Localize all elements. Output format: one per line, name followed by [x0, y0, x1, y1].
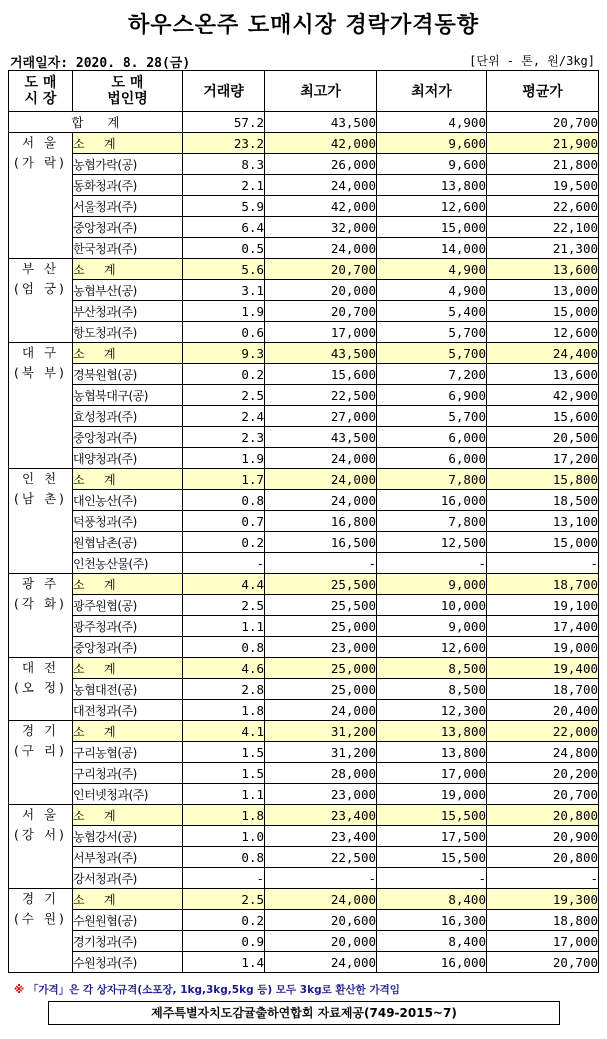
table-row [9, 532, 599, 553]
volume-cell: 9.3 [183, 343, 265, 364]
market-name: 서 울 [21, 807, 60, 822]
table-row [9, 322, 599, 343]
header-row [9, 71, 599, 112]
volume-cell: 1.5 [183, 742, 265, 763]
volume-cell: 4.4 [183, 574, 265, 595]
min-price-cell: 12,500 [377, 532, 487, 553]
market-district: (엄 궁) [14, 281, 67, 296]
footnote [14, 982, 400, 997]
min-price-cell: - [377, 868, 487, 889]
volume-cell: 4.6 [183, 658, 265, 679]
min-price-cell: 10,000 [377, 595, 487, 616]
volume-cell: 1.8 [183, 700, 265, 721]
avg-price-cell: 18,700 [487, 574, 599, 595]
market-name: 부 산 [21, 261, 60, 276]
max-price-cell: 42,000 [265, 133, 377, 154]
min-price-cell: 8,500 [377, 658, 487, 679]
volume-cell: 1.5 [183, 763, 265, 784]
volume-cell: 1.7 [183, 469, 265, 490]
header-avg: 평균가 [487, 71, 599, 112]
min-price-cell: 12,600 [377, 196, 487, 217]
market-cell [9, 343, 73, 469]
table-row [9, 616, 599, 637]
min-price-cell: 7,200 [377, 364, 487, 385]
table-row [9, 868, 599, 889]
avg-price-cell: 22,100 [487, 217, 599, 238]
max-price-cell: 20,700 [265, 301, 377, 322]
corp-name: 수원원협(공) [73, 910, 183, 931]
min-price-cell: 13,800 [377, 175, 487, 196]
avg-price-cell: 18,800 [487, 910, 599, 931]
max-price-cell: 22,500 [265, 385, 377, 406]
max-price-cell: 24,000 [265, 952, 377, 973]
market-cell [9, 805, 73, 889]
volume-cell: 1.9 [183, 448, 265, 469]
market-cell [9, 469, 73, 574]
min-price-cell: 13,800 [377, 742, 487, 763]
corp-name: 소 계 [73, 574, 183, 595]
corp-name: 경기청과(주) [73, 931, 183, 952]
volume-cell: 1.0 [183, 826, 265, 847]
avg-price-cell: - [487, 868, 599, 889]
avg-price-cell: - [487, 553, 599, 574]
header-market: 도 매 시 장 [9, 71, 73, 112]
table-row [9, 637, 599, 658]
avg-price-cell: 20,500 [487, 427, 599, 448]
avg-price-cell: 18,700 [487, 679, 599, 700]
volume-cell: 1.1 [183, 784, 265, 805]
max-price-cell: 24,000 [265, 238, 377, 259]
market-district: (가 락) [14, 155, 67, 170]
corp-name: 인천농산물(주) [73, 553, 183, 574]
min-price-cell: 9,600 [377, 154, 487, 175]
avg-price-cell: 17,200 [487, 448, 599, 469]
max-price-cell: - [265, 868, 377, 889]
max-price-cell: 20,700 [265, 259, 377, 280]
volume-cell: 0.8 [183, 490, 265, 511]
avg-price-cell: 20,700 [487, 952, 599, 973]
max-price-cell: 23,400 [265, 805, 377, 826]
min-price-cell: 17,000 [377, 763, 487, 784]
unit-label: [단위 - 톤, 원/3kg] [469, 54, 595, 68]
volume-cell: 3.1 [183, 280, 265, 301]
header-min: 최저가 [377, 71, 487, 112]
max-price-cell: 23,000 [265, 637, 377, 658]
market-district: (구 리) [14, 743, 67, 758]
min-price-cell: 8,400 [377, 889, 487, 910]
max-price-cell: 23,400 [265, 826, 377, 847]
table-row [9, 952, 599, 973]
market-cell [9, 574, 73, 658]
max-price-cell: 43,500 [265, 427, 377, 448]
max-price-cell: 25,500 [265, 595, 377, 616]
corp-name: 인터넷청과(주) [73, 784, 183, 805]
min-price-cell: 12,300 [377, 700, 487, 721]
volume-cell: 0.2 [183, 532, 265, 553]
corp-name: 서울청과(주) [73, 196, 183, 217]
volume-cell: 2.5 [183, 889, 265, 910]
table-row [9, 679, 599, 700]
table-row [9, 742, 599, 763]
header-corp: 도 매 법인명 [73, 71, 183, 112]
corp-name: 경북원협(공) [73, 364, 183, 385]
volume-cell: 2.5 [183, 595, 265, 616]
min-price-cell: 16,000 [377, 490, 487, 511]
corp-name: 농협대전(공) [73, 679, 183, 700]
avg-price-cell: 13,600 [487, 259, 599, 280]
note-mark: ※ [14, 984, 25, 996]
market-name: 대 전 [21, 660, 60, 675]
header-volume: 거래량 [183, 71, 265, 112]
max-price-cell: 27,000 [265, 406, 377, 427]
max-price-cell: 24,000 [265, 469, 377, 490]
volume-cell: 4.1 [183, 721, 265, 742]
corp-name: 덕풍청과(주) [73, 511, 183, 532]
volume-cell: 2.5 [183, 385, 265, 406]
max-price-cell: 22,500 [265, 847, 377, 868]
min-price-cell: 6,000 [377, 448, 487, 469]
volume-cell: 1.4 [183, 952, 265, 973]
min-price-cell: 16,300 [377, 910, 487, 931]
avg-price-cell: 15,000 [487, 301, 599, 322]
max-price-cell: 42,000 [265, 196, 377, 217]
market-cell [9, 721, 73, 805]
min-price-cell: 16,000 [377, 952, 487, 973]
table-row [9, 238, 599, 259]
avg-price-cell: 19,500 [487, 175, 599, 196]
avg-price-cell: 17,000 [487, 931, 599, 952]
avg-price-cell: 20,900 [487, 826, 599, 847]
volume-cell: 8.3 [183, 154, 265, 175]
table-row [9, 847, 599, 868]
corp-name: 효성청과(주) [73, 406, 183, 427]
min-price-cell: 9,600 [377, 133, 487, 154]
min-price-cell: 15,500 [377, 847, 487, 868]
max-price-cell: 15,600 [265, 364, 377, 385]
volume-cell: 5.9 [183, 196, 265, 217]
table-row [9, 406, 599, 427]
subtotal-row [9, 259, 599, 280]
table-row [9, 427, 599, 448]
min-price-cell: 8,400 [377, 931, 487, 952]
table-row [9, 763, 599, 784]
table-row [9, 595, 599, 616]
corp-name: 소 계 [73, 805, 183, 826]
corp-name: 중앙청과(주) [73, 217, 183, 238]
corp-name: 소 계 [73, 721, 183, 742]
max-price-cell: 20,000 [265, 280, 377, 301]
market-district: (강 서) [14, 827, 67, 842]
corp-name: 소 계 [73, 889, 183, 910]
avg-price-cell: 21,300 [487, 238, 599, 259]
source-box: 제주특별자치도감귤출하연합회 자료제공(749-2015~7) [48, 1001, 560, 1025]
max-price-cell: 25,000 [265, 679, 377, 700]
corp-name: 부산청과(주) [73, 301, 183, 322]
total-label: 합 계 [9, 112, 183, 133]
corp-name: 항도청과(주) [73, 322, 183, 343]
subtotal-row [9, 469, 599, 490]
table-row [9, 931, 599, 952]
market-name: 경 기 [21, 723, 60, 738]
table-row [9, 280, 599, 301]
corp-name: 소 계 [73, 469, 183, 490]
table-row [9, 490, 599, 511]
volume-cell: 0.8 [183, 637, 265, 658]
corp-name: 수원청과(주) [73, 952, 183, 973]
max-price-cell: 24,000 [265, 490, 377, 511]
market-cell [9, 133, 73, 259]
avg-price-cell: 20,400 [487, 700, 599, 721]
market-name: 서 울 [21, 135, 60, 150]
volume-cell: 0.6 [183, 322, 265, 343]
min-price-cell: 14,000 [377, 238, 487, 259]
market-name: 인 천 [21, 471, 60, 486]
corp-name: 광주원협(공) [73, 595, 183, 616]
market-district: (남 촌) [14, 491, 67, 506]
min-price-cell: 5,700 [377, 406, 487, 427]
avg-price-cell: 24,800 [487, 742, 599, 763]
max-price-cell: 20,000 [265, 931, 377, 952]
volume-cell: 0.2 [183, 364, 265, 385]
avg-price-cell: 19,100 [487, 595, 599, 616]
volume-cell: 1.1 [183, 616, 265, 637]
min-price-cell: 17,500 [377, 826, 487, 847]
trade-date: 거래일자: 2020. 8. 28(금) [10, 56, 191, 71]
max-price-cell: 24,000 [265, 175, 377, 196]
volume-cell: 0.7 [183, 511, 265, 532]
avg-price-cell: 13,000 [487, 280, 599, 301]
volume-cell: - [183, 553, 265, 574]
corp-name: 대인농산(주) [73, 490, 183, 511]
avg-price-cell: 24,400 [487, 343, 599, 364]
market-name: 경 기 [21, 891, 60, 906]
max-price-cell: 17,000 [265, 322, 377, 343]
volume-cell: 0.2 [183, 910, 265, 931]
table-row [9, 175, 599, 196]
volume-cell: 2.8 [183, 679, 265, 700]
max-price-cell: 24,000 [265, 889, 377, 910]
table-row [9, 511, 599, 532]
min-price-cell: 5,700 [377, 322, 487, 343]
subtotal-row [9, 658, 599, 679]
avg-price-cell: 12,600 [487, 322, 599, 343]
volume-cell: 1.8 [183, 805, 265, 826]
corp-name: 대양청과(주) [73, 448, 183, 469]
avg-price-cell: 22,000 [487, 721, 599, 742]
volume-cell: - [183, 868, 265, 889]
market-district: (각 화) [14, 596, 67, 611]
max-price-cell: 25,000 [265, 658, 377, 679]
table-row [9, 448, 599, 469]
corp-name: 한국청과(주) [73, 238, 183, 259]
corp-name: 소 계 [73, 343, 183, 364]
volume-cell: 2.1 [183, 175, 265, 196]
avg-price-cell: 21,900 [487, 133, 599, 154]
min-price-cell: 7,800 [377, 511, 487, 532]
corp-name: 농협강서(공) [73, 826, 183, 847]
table-row [9, 784, 599, 805]
total-row [9, 112, 599, 133]
subtotal-row [9, 805, 599, 826]
volume-cell: 2.4 [183, 406, 265, 427]
avg-price-cell: 20,800 [487, 847, 599, 868]
avg-price-cell: 15,800 [487, 469, 599, 490]
table-row [9, 154, 599, 175]
avg-price-cell: 13,600 [487, 364, 599, 385]
price-table [8, 70, 599, 973]
avg-price-cell: 21,800 [487, 154, 599, 175]
corp-name: 소 계 [73, 658, 183, 679]
min-price-cell: 5,400 [377, 301, 487, 322]
note-text: 「가격」은 각 상자규격(소포장, 1kg,3kg,5kg 등) 모두 3kg로 환산한 가격임 [27, 984, 400, 996]
subtotal-row [9, 574, 599, 595]
avg-price-cell: 17,400 [487, 616, 599, 637]
corp-name: 구리농협(공) [73, 742, 183, 763]
market-cell [9, 658, 73, 721]
total-avg: 20,700 [487, 112, 599, 133]
subtotal-row [9, 721, 599, 742]
table-row [9, 826, 599, 847]
corp-name: 농협부산(공) [73, 280, 183, 301]
max-price-cell: 16,500 [265, 532, 377, 553]
min-price-cell: 7,800 [377, 469, 487, 490]
corp-name: 강서청과(주) [73, 868, 183, 889]
volume-cell: 6.4 [183, 217, 265, 238]
min-price-cell: 15,500 [377, 805, 487, 826]
max-price-cell: 26,000 [265, 154, 377, 175]
avg-price-cell: 20,800 [487, 805, 599, 826]
market-district: (북 부) [14, 365, 67, 380]
volume-cell: 0.5 [183, 238, 265, 259]
avg-price-cell: 20,700 [487, 784, 599, 805]
volume-cell: 0.8 [183, 847, 265, 868]
table-row [9, 700, 599, 721]
corp-name: 소 계 [73, 133, 183, 154]
avg-price-cell: 20,200 [487, 763, 599, 784]
corp-name: 구리청과(주) [73, 763, 183, 784]
max-price-cell: 31,200 [265, 742, 377, 763]
header-max: 최고가 [265, 71, 377, 112]
subtotal-row [9, 343, 599, 364]
volume-cell: 2.3 [183, 427, 265, 448]
market-name: 대 구 [21, 345, 60, 360]
min-price-cell: 5,700 [377, 343, 487, 364]
max-price-cell: 24,000 [265, 448, 377, 469]
corp-name: 서부청과(주) [73, 847, 183, 868]
corp-name: 원협남촌(공) [73, 532, 183, 553]
table-row [9, 385, 599, 406]
min-price-cell: 6,000 [377, 427, 487, 448]
min-price-cell: 12,600 [377, 637, 487, 658]
avg-price-cell: 19,300 [487, 889, 599, 910]
max-price-cell: 25,500 [265, 574, 377, 595]
min-price-cell: 4,900 [377, 259, 487, 280]
corp-name: 대전청과(주) [73, 700, 183, 721]
market-cell [9, 889, 73, 973]
subtotal-row [9, 889, 599, 910]
max-price-cell: 16,800 [265, 511, 377, 532]
max-price-cell: 20,600 [265, 910, 377, 931]
max-price-cell: 24,000 [265, 700, 377, 721]
min-price-cell: 8,500 [377, 679, 487, 700]
total-min: 4,900 [377, 112, 487, 133]
max-price-cell: 23,000 [265, 784, 377, 805]
min-price-cell: 9,000 [377, 616, 487, 637]
table-row [9, 196, 599, 217]
market-district: (오 정) [14, 680, 67, 695]
min-price-cell: 4,900 [377, 280, 487, 301]
min-price-cell: 19,000 [377, 784, 487, 805]
max-price-cell: 31,200 [265, 721, 377, 742]
table-row [9, 364, 599, 385]
corp-name: 중앙청과(주) [73, 427, 183, 448]
min-price-cell: 9,000 [377, 574, 487, 595]
table-row [9, 910, 599, 931]
avg-price-cell: 19,400 [487, 658, 599, 679]
avg-price-cell: 13,100 [487, 511, 599, 532]
corp-name: 소 계 [73, 259, 183, 280]
table-row [9, 301, 599, 322]
corp-name: 광주청과(주) [73, 616, 183, 637]
total-volume: 57.2 [183, 112, 265, 133]
min-price-cell: 15,000 [377, 217, 487, 238]
volume-cell: 5.6 [183, 259, 265, 280]
total-max: 43,500 [265, 112, 377, 133]
avg-price-cell: 18,500 [487, 490, 599, 511]
market-cell [9, 259, 73, 343]
max-price-cell: 25,000 [265, 616, 377, 637]
table-row [9, 217, 599, 238]
min-price-cell: 6,900 [377, 385, 487, 406]
max-price-cell: 28,000 [265, 763, 377, 784]
max-price-cell: - [265, 553, 377, 574]
volume-cell: 23.2 [183, 133, 265, 154]
market-name: 광 주 [21, 576, 60, 591]
max-price-cell: 32,000 [265, 217, 377, 238]
table-row [9, 553, 599, 574]
subtotal-row [9, 133, 599, 154]
corp-name: 농협북대구(공) [73, 385, 183, 406]
avg-price-cell: 15,000 [487, 532, 599, 553]
market-district: (수 원) [14, 911, 67, 926]
volume-cell: 1.9 [183, 301, 265, 322]
volume-cell: 0.9 [183, 931, 265, 952]
avg-price-cell: 19,000 [487, 637, 599, 658]
max-price-cell: 43,500 [265, 343, 377, 364]
avg-price-cell: 22,600 [487, 196, 599, 217]
corp-name: 중앙청과(주) [73, 637, 183, 658]
min-price-cell: - [377, 553, 487, 574]
corp-name: 동화청과(주) [73, 175, 183, 196]
corp-name: 농협가락(공) [73, 154, 183, 175]
page-title: 하우스온주 도매시장 경락가격동향 [127, 13, 480, 38]
avg-price-cell: 42,900 [487, 385, 599, 406]
min-price-cell: 13,800 [377, 721, 487, 742]
avg-price-cell: 15,600 [487, 406, 599, 427]
